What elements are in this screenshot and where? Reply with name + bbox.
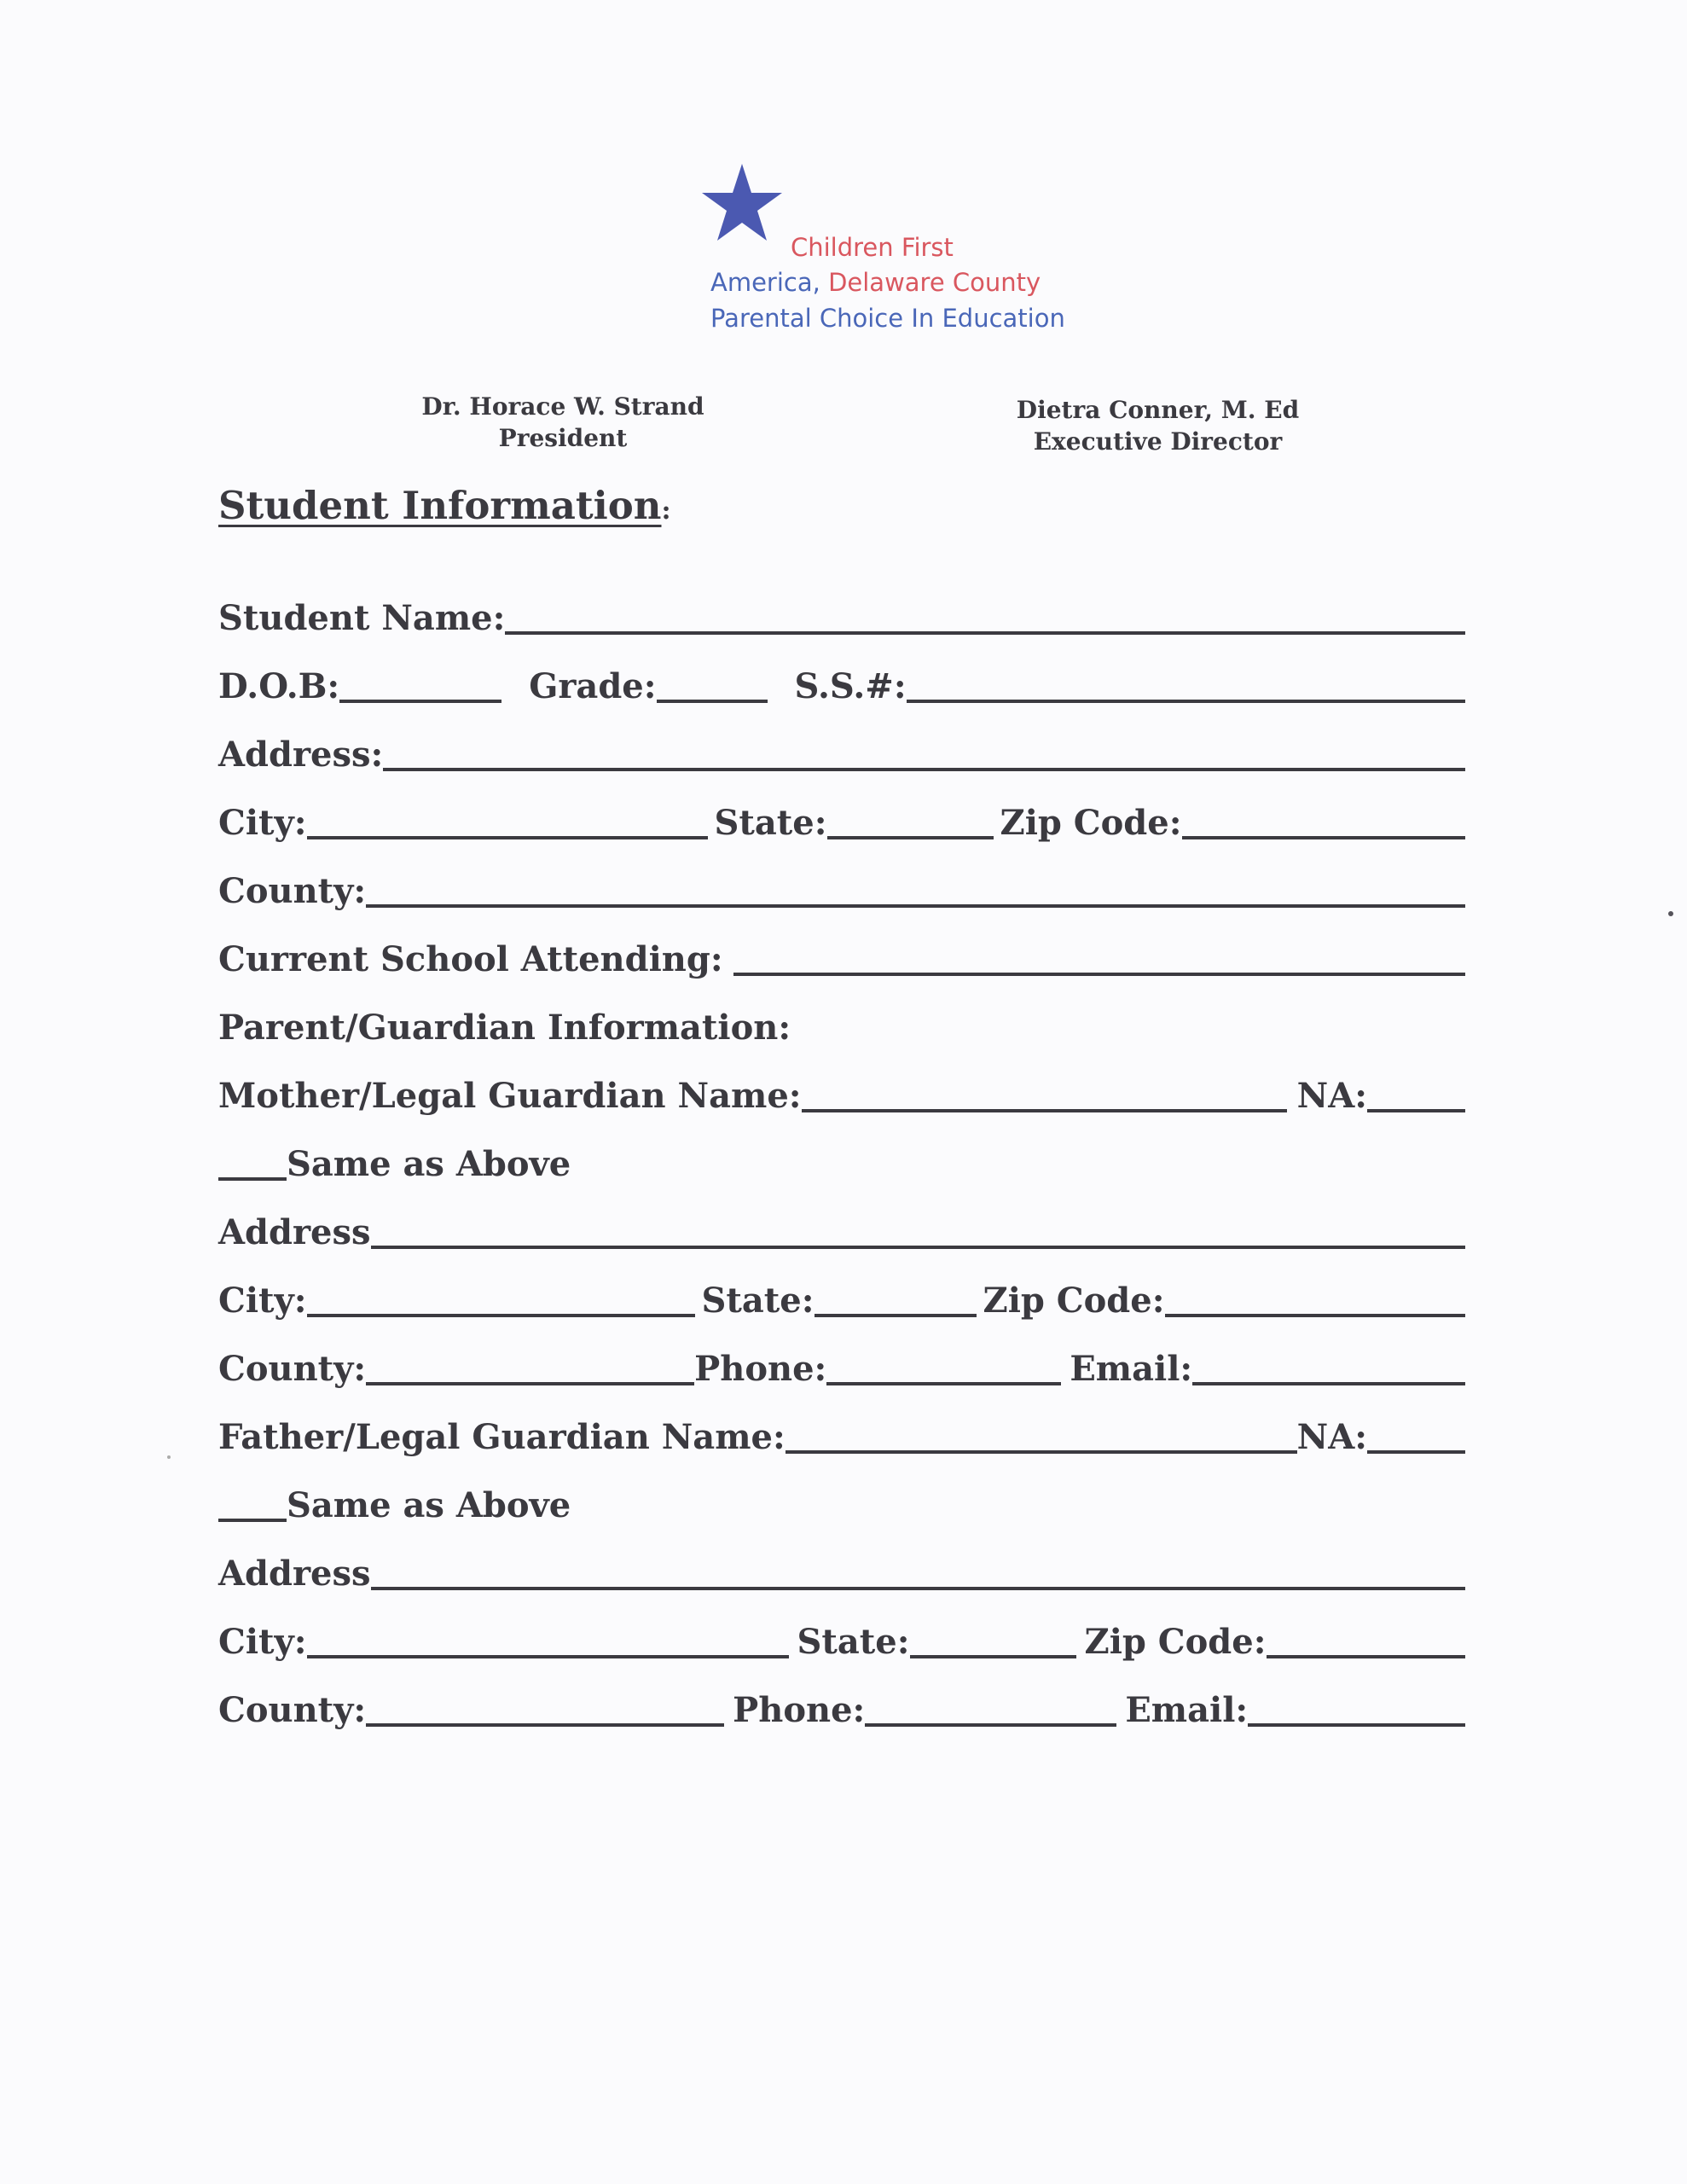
logo-line-1: Children First <box>791 233 954 262</box>
father-zip-label: Zip Code: <box>1084 1622 1267 1662</box>
parent-heading-row <box>218 1007 1465 1049</box>
logo-line-2-america: America, <box>710 268 820 297</box>
logo-line-2 <box>710 268 1041 297</box>
mother-email-field[interactable] <box>1192 1382 1465 1385</box>
section-title-text: Student Information <box>218 483 662 528</box>
grade-label: Grade: <box>529 666 657 706</box>
mother-phone-label: Phone: <box>694 1349 827 1389</box>
father-city-field[interactable] <box>307 1655 789 1658</box>
mother-zip-field[interactable] <box>1165 1314 1466 1317</box>
mother-city-row <box>218 1280 1465 1322</box>
mother-na-field[interactable] <box>1367 1109 1465 1112</box>
father-na-label: NA: <box>1296 1417 1367 1457</box>
mother-county-field[interactable] <box>366 1382 694 1385</box>
father-address-row <box>218 1553 1465 1595</box>
father-city-row <box>218 1621 1465 1664</box>
father-na-field[interactable] <box>1367 1450 1465 1454</box>
father-email-field[interactable] <box>1248 1723 1465 1727</box>
father-email-label: Email: <box>1125 1690 1249 1730</box>
dob-field[interactable] <box>339 700 501 703</box>
father-zip-field[interactable] <box>1267 1655 1466 1658</box>
director-title: Executive Director <box>1033 427 1283 456</box>
director-name: Dietra Conner, M. Ed <box>1016 396 1300 424</box>
student-zip-field[interactable] <box>1182 836 1466 839</box>
mother-na-label: NA: <box>1296 1076 1367 1116</box>
mother-city-label: City: <box>218 1281 307 1321</box>
student-name-field[interactable] <box>505 631 1465 635</box>
student-county-row <box>218 870 1465 913</box>
father-city-label: City: <box>218 1622 307 1662</box>
father-state-field[interactable] <box>910 1655 1076 1658</box>
father-contact-row <box>218 1689 1465 1732</box>
mother-phone-field[interactable] <box>826 1382 1061 1385</box>
father-address-label: Address <box>218 1554 371 1594</box>
mother-email-label: Email: <box>1070 1349 1193 1389</box>
father-state-label: State: <box>797 1622 910 1662</box>
organization-logo <box>699 162 1075 341</box>
student-state-label: State: <box>714 803 827 843</box>
logo-line-3: Parental Choice In Education <box>710 304 1065 333</box>
mother-name-row <box>218 1075 1465 1118</box>
student-city-label: City: <box>218 803 307 843</box>
director-block <box>1011 394 1305 457</box>
father-address-field[interactable] <box>371 1587 1465 1590</box>
father-phone-label: Phone: <box>733 1690 866 1730</box>
scan-speck <box>167 1455 171 1459</box>
mother-same-label: Same as Above <box>287 1144 571 1184</box>
parent-heading: Parent/Guardian Information: <box>218 1008 791 1048</box>
president-block <box>418 391 708 454</box>
mother-state-label: State: <box>701 1281 815 1321</box>
father-same-label: Same as Above <box>287 1485 571 1525</box>
mother-address-label: Address <box>218 1212 371 1252</box>
mother-county-label: County: <box>218 1349 367 1389</box>
logo-line-2-county: Delaware County <box>828 268 1041 297</box>
school-field[interactable] <box>733 973 1465 976</box>
ss-label: S.S.#: <box>794 666 907 706</box>
student-city-row <box>218 802 1465 845</box>
father-name-row <box>218 1416 1465 1459</box>
mother-name-field[interactable] <box>802 1109 1287 1112</box>
student-county-field[interactable] <box>366 904 1465 908</box>
section-title-colon: : <box>661 496 671 526</box>
section-title <box>218 483 671 528</box>
student-address-field[interactable] <box>383 768 1465 771</box>
mother-address-field[interactable] <box>371 1246 1465 1249</box>
mother-same-row <box>218 1143 1465 1186</box>
mother-zip-label: Zip Code: <box>983 1281 1165 1321</box>
ss-field[interactable] <box>907 700 1465 703</box>
student-zip-label: Zip Code: <box>1000 803 1182 843</box>
father-same-checkbox[interactable] <box>218 1519 287 1522</box>
mother-same-checkbox[interactable] <box>218 1177 287 1181</box>
dob-grade-ss-row <box>218 665 1465 708</box>
school-row <box>218 938 1465 981</box>
mother-address-row <box>218 1211 1465 1254</box>
father-name-label: Father/Legal Guardian Name: <box>218 1417 786 1457</box>
mother-name-label: Mother/Legal Guardian Name: <box>218 1076 802 1116</box>
mother-state-field[interactable] <box>815 1314 977 1317</box>
father-name-field[interactable] <box>786 1450 1297 1454</box>
father-phone-field[interactable] <box>865 1723 1116 1727</box>
student-county-label: County: <box>218 871 367 911</box>
student-name-row <box>218 597 1465 640</box>
mother-contact-row <box>218 1348 1465 1391</box>
school-label: Current School Attending: <box>218 939 723 979</box>
grade-field[interactable] <box>657 700 768 703</box>
father-same-row <box>218 1484 1465 1527</box>
student-city-field[interactable] <box>307 836 708 839</box>
dob-label: D.O.B: <box>218 666 340 706</box>
student-name-label: Student Name: <box>218 598 506 638</box>
student-address-row <box>218 734 1465 776</box>
father-county-label: County: <box>218 1690 367 1730</box>
president-name: Dr. Horace W. Strand <box>421 392 704 421</box>
father-county-field[interactable] <box>366 1723 724 1727</box>
student-address-label: Address: <box>218 735 384 775</box>
mother-city-field[interactable] <box>307 1314 695 1317</box>
scan-speck <box>1668 911 1673 916</box>
star-icon <box>699 162 785 247</box>
president-title: President <box>498 424 628 452</box>
student-state-field[interactable] <box>827 836 994 839</box>
